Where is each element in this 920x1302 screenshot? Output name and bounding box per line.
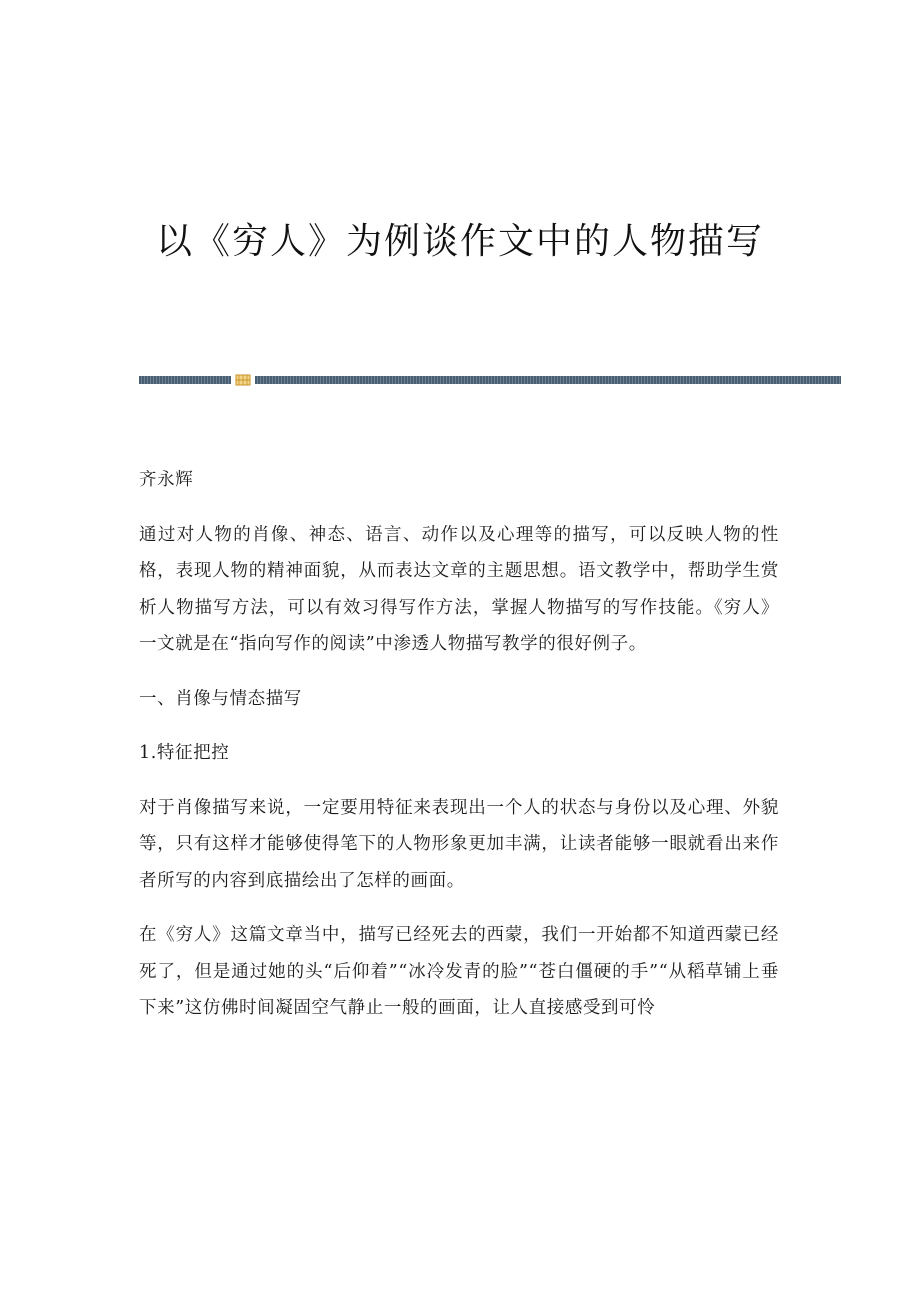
divider-bar-left (139, 376, 231, 384)
subsection-heading: 1.特征把控 (139, 743, 230, 763)
ornament-icon (235, 372, 251, 386)
paragraph-example: 在《穷人》这篇文章当中，描写已经死去的西蒙，我们一开始都不知道西蒙已经死了，但是通过她的头“后仰着”“冰冷发青的脸”“苍白僵硬的手”“从稻草铺上垂下来”这仿佛时间凝固空气静止一般的画面，让人直接感受到可怜 (139, 925, 779, 1018)
paragraph-intro: 通过对人物的肖像、神态、语言、动作以及心理等的描写，可以反映人物的性格，表现人物的精神面貌，从而表达文章的主题思想。语文教学中，帮助学生赏析人物描写方法，可以有效习得写作方法，掌握人物描写的写作技能。《穷人》一文就是在“指向写作的阅读”中渗透人物描写教学的很好例子。 (139, 524, 779, 654)
document-body (139, 462, 779, 1027)
document-title: 以《穷人》为例谈作文中的人物描写 (155, 221, 764, 262)
author-name: 齐永辉 (139, 470, 194, 490)
section-heading: 一、肖像与情态描写 (139, 688, 302, 709)
paragraph-feature: 对于肖像描写来说，一定要用特征来表现出一个人的状态与身份以及心理、外貌等，只有这样才能够使得笔下的人物形象更加丰满，让读者能够一眼就看出来作者所写的内容到底描绘出了怎样的画面。 (139, 797, 779, 891)
divider-bar-right (255, 376, 841, 384)
title-divider (139, 372, 841, 386)
